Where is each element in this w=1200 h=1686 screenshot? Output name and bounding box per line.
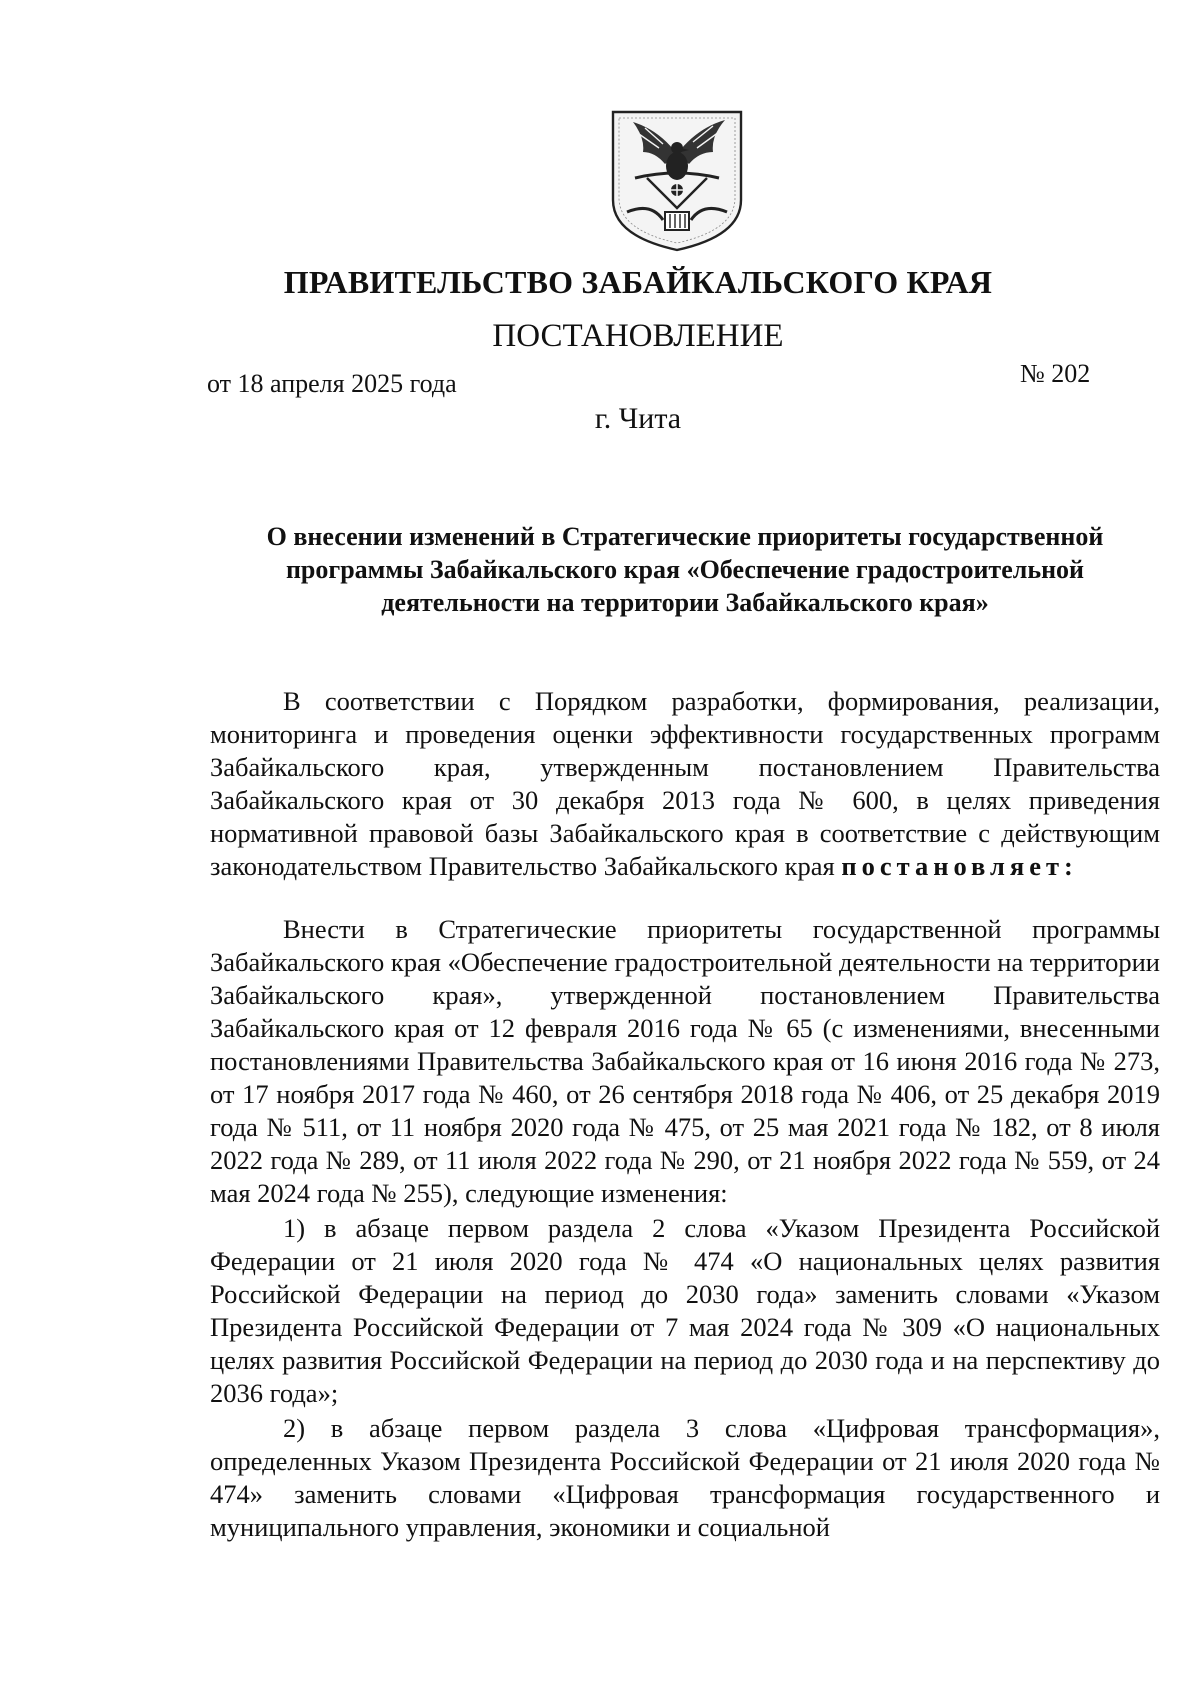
document-number: № 202 [1020,359,1091,388]
government-title: ПРАВИТЕЛЬСТВО ЗАБАЙКАЛЬСКОГО КРАЯ [283,264,993,300]
document-body [210,685,1160,1544]
paragraph-item-1: 1) в абзаце первом раздела 2 слова «Указом Президента Российской Федерации от 21 июля 2020 года № 474 «О национальных целях развития Российской Федерации на период до 2030 года» заменить словами «Указом Президента Российской Федерации от 7 мая 2024 года № 309 «О национальных целях развития Российской Федерации на период до 2030 года и на перспективу до 2036 года»; [210,1213,1160,1408]
preamble-text: В соответствии с Порядком разработки, формирования, реализации, мониторинга и проведения оценки эффективности государственных программ Забайкальского края, утвержденным постановлением Правительства Забайкальского края от 30 декабря 2013 года № 600, в целях приведения нормативной правовой базы Забайкальского края в соответствие с действующим законодательством Правительство Забайкальского края [210,686,1160,881]
preamble-paragraph [210,685,1160,883]
document-type: ПОСТАНОВЛЕНИЕ [492,318,784,354]
resolves-word: постановляет: [841,851,1078,881]
paragraph-main: Внести в Стратегические приоритеты государственной программы Забайкальского края «Обеспечение градостроительной деятельности на территории Забайкальского края», утвержденной постановлением Правительства Забайкальского края от 12 февраля 2016 года № 65 (с изменениями, внесенными постановлениями Правительства Забайкальского края от 16 июня 2016 года № 273, от 17 ноября 2017 года № 460, от 26 сентября 2018 года № 406, от 25 декабря 2019 года № 511, от 11 ноября 2020 года № 475, от 25 мая 2021 года № 182, от 8 июля 2022 года № 289, от 11 июля 2022 года № 290, от 21 ноября 2022 года № 559, от 24 мая 2024 года № 255), следующие изменения: [210,914,1160,1208]
document-heading: О внесении изменений в Стратегические приоритеты государственной программы Забайкальского края «Обеспечение градостроительной деятельности на территории Забайкальского края» [266,522,1104,617]
document-date: от 18 апреля 2025 года [207,369,457,398]
coat-of-arms-emblem [607,108,747,254]
document-city: г. Чита [594,402,682,435]
paragraph-item-2: 2) в абзаце первом раздела 3 слова «Цифровая трансформация», определенных Указом Президента Российской Федерации от 21 июля 2020 года № 474» заменить словами «Цифровая трансформация государственного и муниципального управления, экономики и социальной [210,1413,1160,1542]
